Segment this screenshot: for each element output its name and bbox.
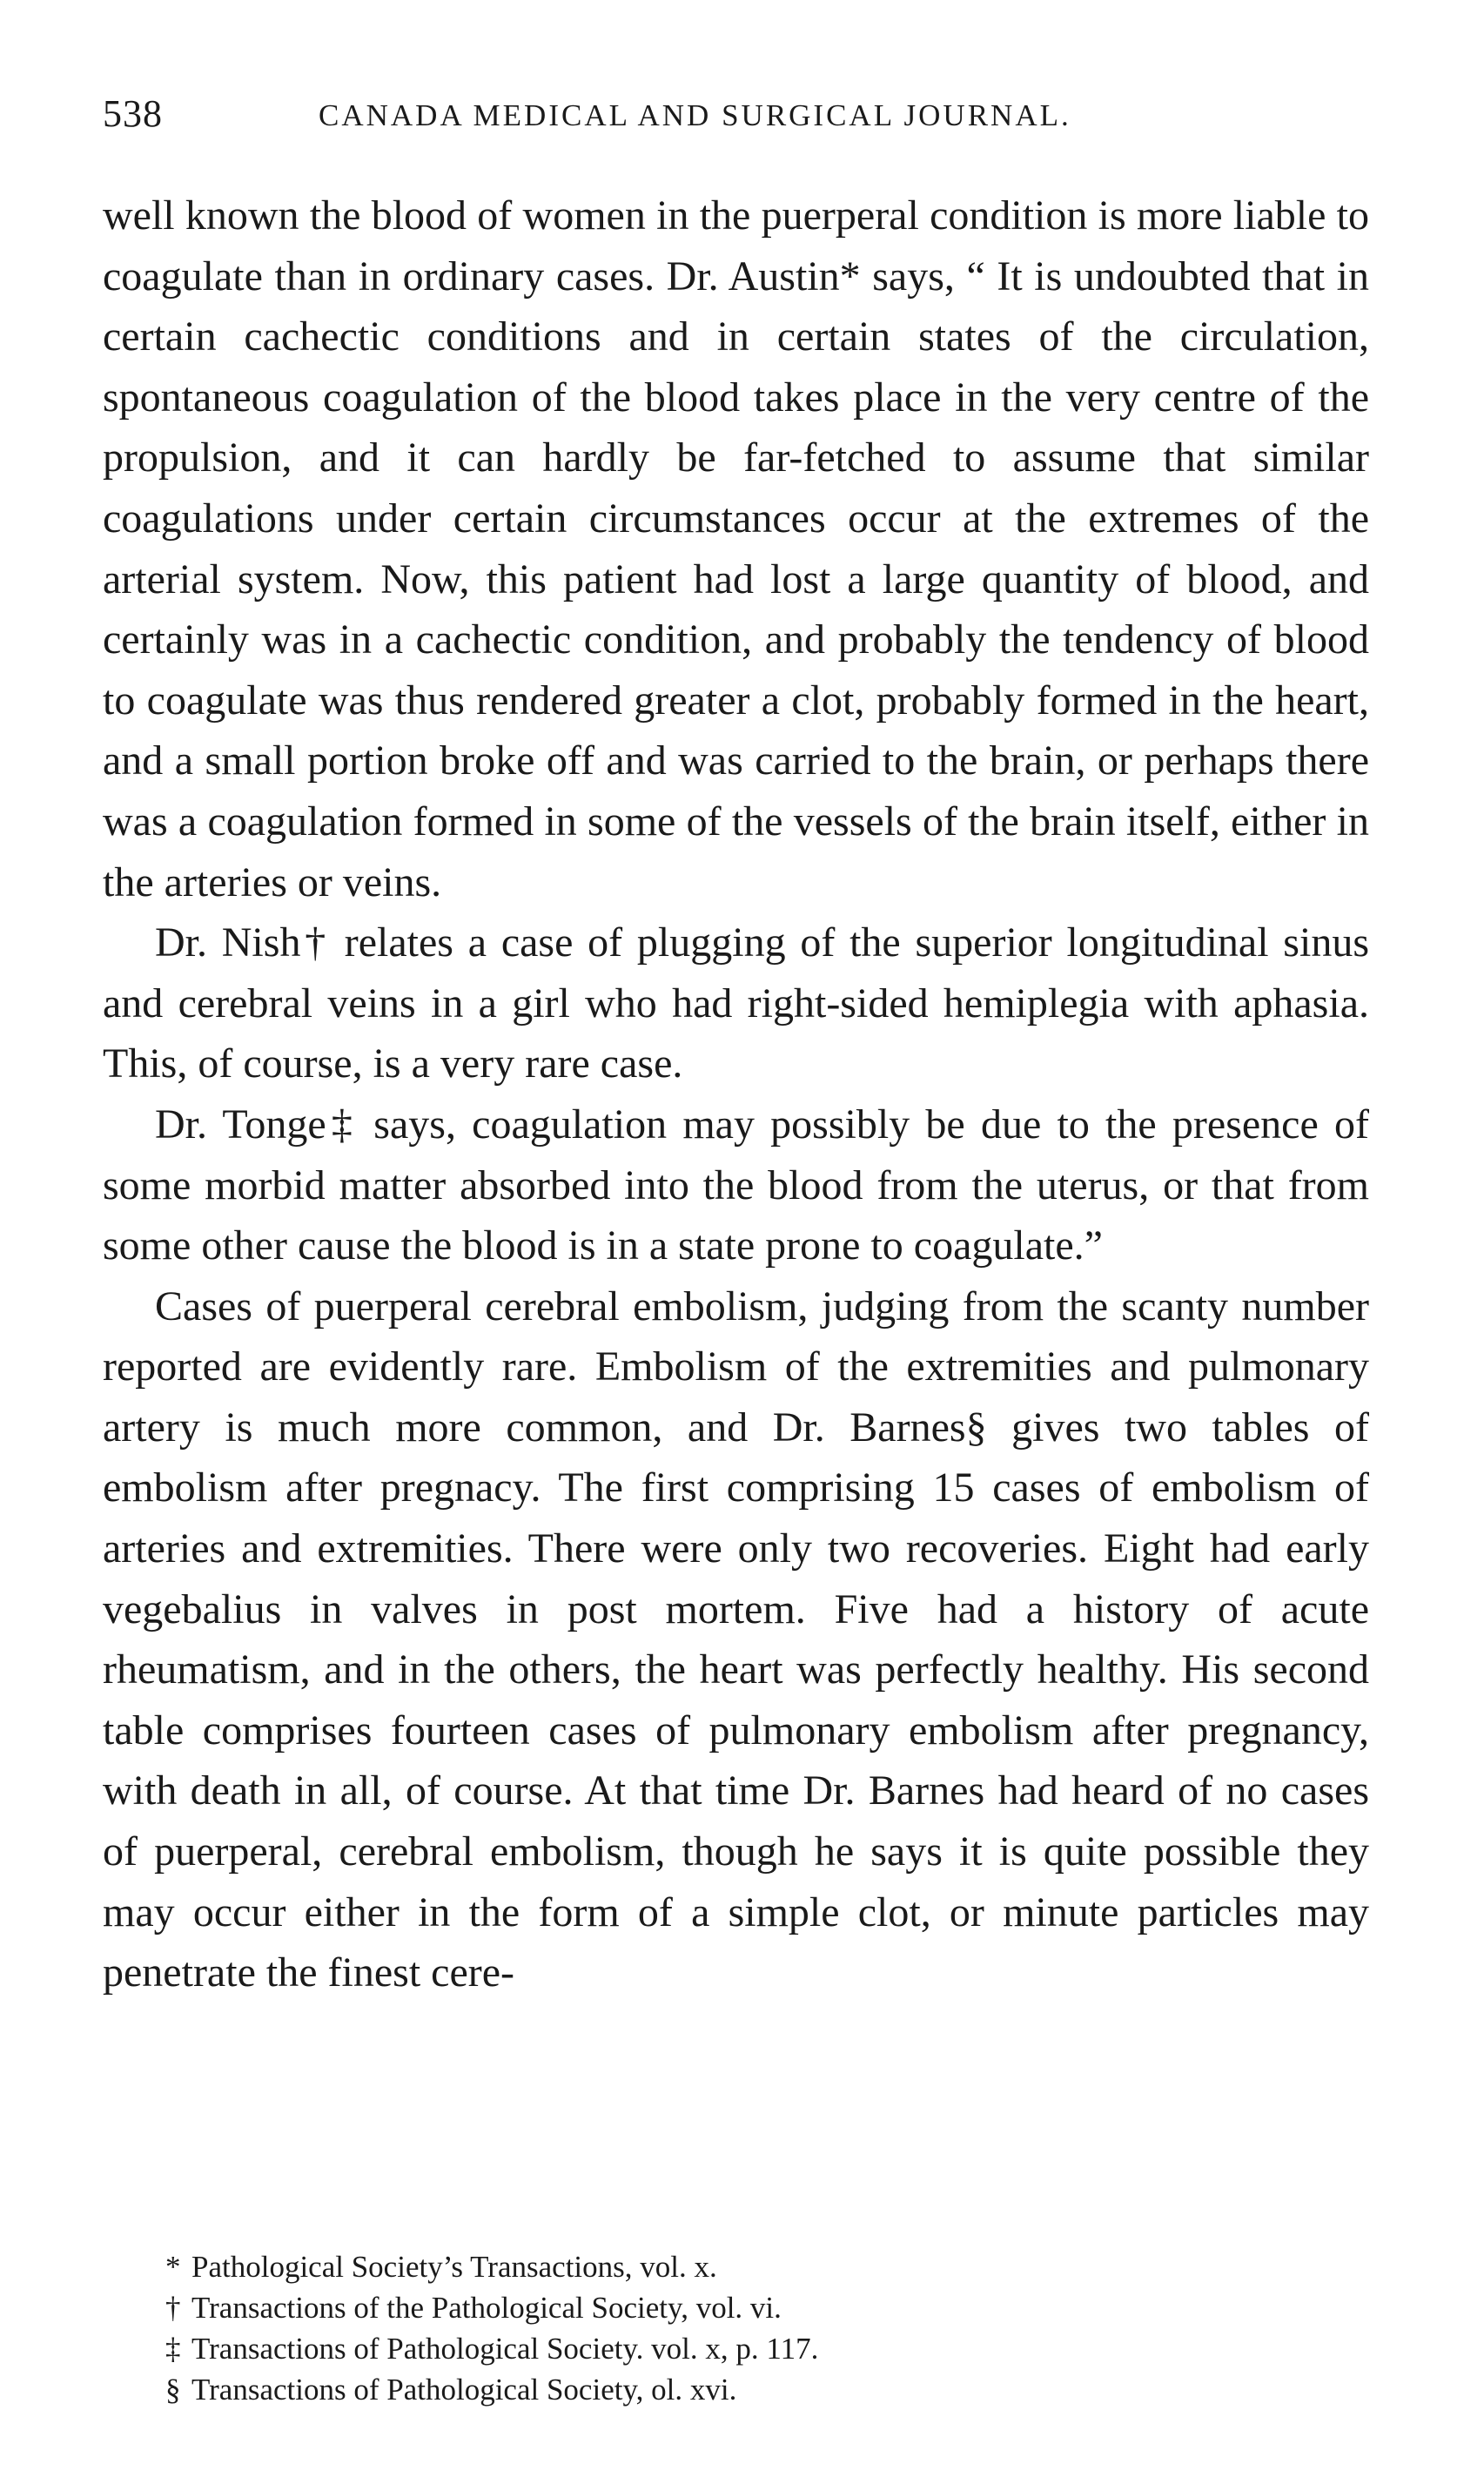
footnote-text: Transactions of Pathological Society, ol. xvi. xyxy=(191,2373,737,2407)
paragraph-barnes: Cases of puerperal cerebral embolism, judging from the scanty number reported are evidently rare. Embolism of the extremities and pulmonary artery is much more common, and Dr. Barnes§ gives two tables of embolism after pregnacy. The first comprising 15 cases of embolism of arteries and extremities. There were only two recoveries. Eight had early vegebalius in valves in post mortem. Five had a history of acute rheumatism, and in the others, the heart was perfectly healthy. His second table comprises fourteen cases of pulmonary embolism after pregnancy, with death in all, of course. At that time Dr. Barnes had heard of no cases of puerperal, cerebral embolism, though he says it is quite possible they may occur either in the form of a simple clot, or minute particles may penetrate the finest cere- xyxy=(103,1282,1369,1996)
body-text xyxy=(103,185,1369,2003)
footnote-mark: § xyxy=(165,2373,181,2407)
footnote-barnes xyxy=(165,2369,1297,2410)
footnote-mark: ‡ xyxy=(165,2332,181,2366)
footnote-mark: † xyxy=(165,2291,181,2325)
footnote-text: Transactions of the Pathological Society, vol. vi. xyxy=(191,2291,782,2325)
footnotes xyxy=(165,2246,1297,2410)
footnote-text: Transactions of Pathological Society. vol. x, p. 117. xyxy=(191,2332,819,2366)
footnote-austin xyxy=(165,2246,1297,2287)
running-title: CANADA MEDICAL AND SURGICAL JOURNAL. xyxy=(319,98,1071,132)
paragraph-nish: Dr. Nish† relates a case of plugging of the superior longitudinal sinus and cerebral veins in a girl who had right-sided hemiplegia with aphasia. This, of course, is a very rare case. xyxy=(103,919,1369,1087)
footnote-text: Pathological Society’s Transactions, vol. x. xyxy=(191,2250,717,2284)
paragraph-tonge: Dr. Tonge‡ says, coagulation may possibly be due to the presence of some morbid matter absorbed into the blood from the uterus, or that from some other cause the blood is in a state prone to coagulate.” xyxy=(103,1101,1369,1269)
footnote-nish xyxy=(165,2287,1297,2328)
page-header xyxy=(103,91,1373,152)
footnote-mark: * xyxy=(165,2250,181,2284)
footnote-tonge xyxy=(165,2328,1297,2369)
paragraph-continuation: well known the blood of women in the puerperal condition is more liable to coagulate than in ordinary cases. Dr. Austin* says, “ It is undoubted that in certain cachectic conditions and in certain states of the circulation, spontaneous coagulation of the blood takes place in the very centre of the propulsion, and it can hardly be far-fetched to assume that similar coagulations under certain circumstances occur at the extremes of the arterial system. Now, this patient had lost a large quantity of blood, and certainly was in a cachectic condition, and probably the tendency of blood to coagulate was thus rendered greater a clot, probably formed in the heart, and a small portion broke off and was carried to the brain, or perhaps there was a coagulation formed in some of the vessels of the brain itself, either in the arteries or veins. xyxy=(103,192,1369,905)
page-number: 538 xyxy=(103,92,163,135)
